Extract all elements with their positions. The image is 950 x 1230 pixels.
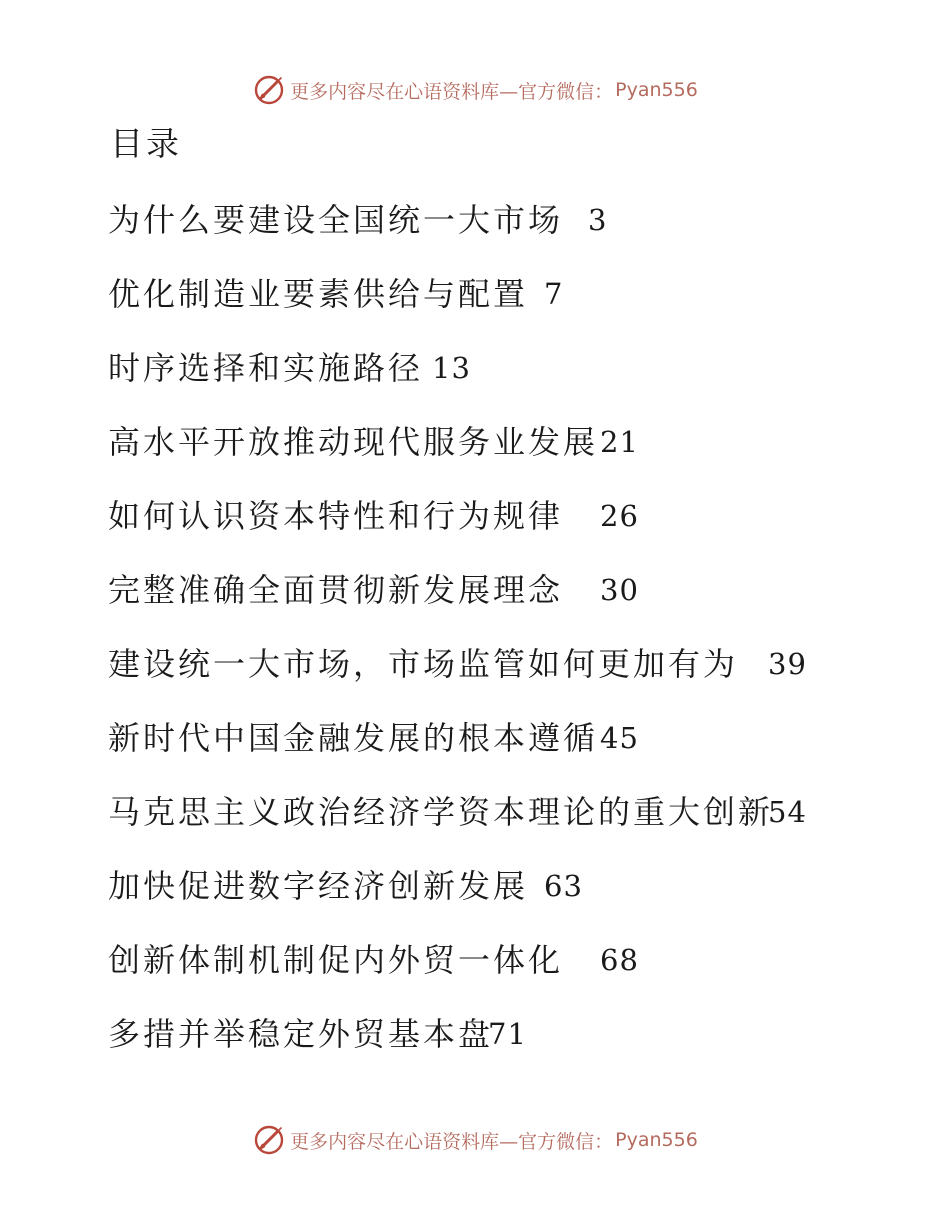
toc-entry-title: 建设统一大市场，市场监管如何更加有为 — [108, 645, 739, 683]
toc-entry-page: 30 — [600, 573, 639, 607]
toc-entry-page: 63 — [544, 869, 583, 903]
toc-entry-title: 创新体制机制促内外贸一体化 — [108, 941, 564, 979]
toc-entry-2 — [108, 267, 807, 341]
toc-entry-1 — [108, 193, 807, 267]
header-watermark — [0, 70, 950, 110]
toc-entry-5 — [108, 489, 807, 563]
toc-entry-page: 3 — [588, 203, 608, 237]
toc-entry-page: 7 — [544, 277, 564, 311]
page-title: 目录 — [110, 124, 182, 163]
toc-entry-7 — [108, 637, 807, 711]
toc-entry-page: 39 — [768, 647, 807, 681]
watermark-text: 更多内容尽在心语资料库—官方微信： — [290, 1130, 614, 1153]
toc-entry-4 — [108, 415, 807, 489]
toc-entry-title: 新时代中国金融发展的根本遵循 — [108, 719, 599, 757]
toc-entry-11 — [108, 933, 807, 1007]
toc-entry-8 — [108, 711, 807, 785]
toc-entry-title: 完整准确全面贯彻新发展理念 — [108, 571, 564, 609]
table-of-contents — [108, 193, 807, 1081]
footer-watermark — [0, 1120, 950, 1160]
pen-seal-icon — [252, 73, 286, 107]
toc-entry-9 — [108, 785, 807, 859]
pen-seal-icon — [252, 1123, 286, 1157]
watermark-text: 更多内容尽在心语资料库—官方微信： — [290, 80, 614, 103]
toc-entry-page: 13 — [432, 351, 471, 385]
toc-entry-10 — [108, 859, 807, 933]
toc-entry-page: 68 — [600, 943, 639, 977]
toc-entry-page: 26 — [600, 499, 639, 533]
toc-entry-page: 71 — [488, 1017, 527, 1051]
toc-entry-12 — [108, 1007, 807, 1081]
toc-entry-title: 如何认识资本特性和行为规律 — [108, 497, 564, 535]
toc-entry-page: 45 — [600, 721, 639, 755]
toc-entry-3 — [108, 341, 807, 415]
toc-entry-title: 马克思主义政治经济学资本理论的重大创新 — [108, 793, 774, 831]
toc-entry-page: 54 — [768, 795, 807, 829]
toc-entry-title: 优化制造业要素供给与配置 — [108, 275, 529, 313]
toc-entry-title: 多措并举稳定外贸基本盘 — [108, 1015, 494, 1053]
watermark-wechat-id: Pyan556 — [615, 1129, 698, 1151]
watermark-wechat-id: Pyan556 — [615, 79, 698, 101]
toc-entry-page: 21 — [600, 425, 639, 459]
toc-entry-6 — [108, 563, 807, 637]
toc-entry-title: 时序选择和实施路径 — [108, 349, 424, 387]
toc-entry-title: 为什么要建设全国统一大市场 — [108, 201, 564, 239]
toc-entry-title: 加快促进数字经济创新发展 — [108, 867, 529, 905]
toc-entry-title: 高水平开放推动现代服务业发展 — [108, 423, 599, 461]
